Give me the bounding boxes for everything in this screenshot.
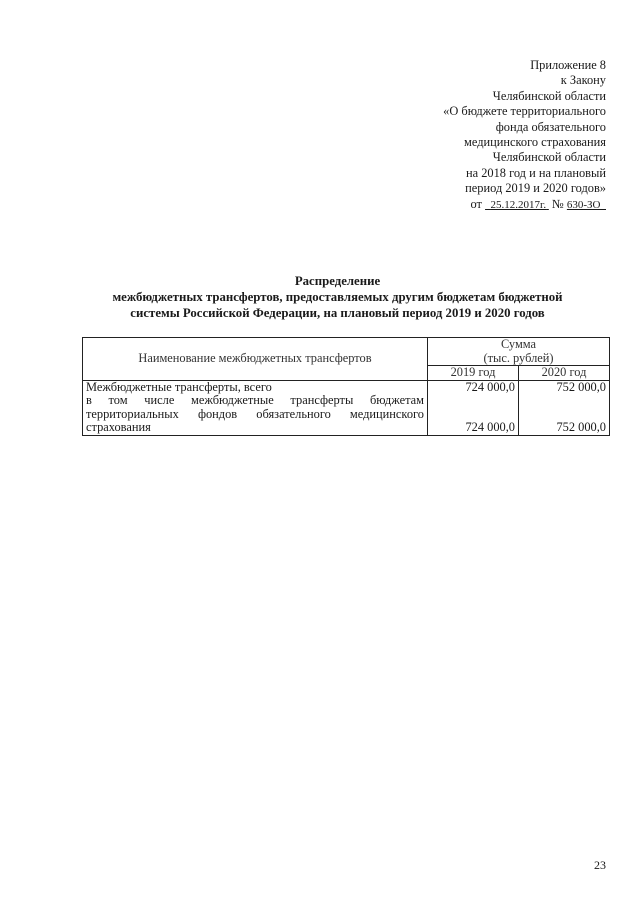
law-date-line — [443, 197, 606, 213]
cell-2019 — [428, 380, 519, 435]
appendix-line: период 2019 и 2020 годов» — [465, 181, 606, 196]
header-name: Наименование межбюджетных трансфертов — [83, 338, 428, 381]
total-2020: 752 000,0 — [556, 379, 606, 394]
header-year-2020: 2020 год — [519, 366, 610, 381]
appendix-line: медицинского страхования — [464, 135, 606, 150]
title-line: системы Российской Федерации, на плановый период 2019 и 2020 годов — [130, 306, 545, 320]
appendix-line: Приложение 8 — [530, 58, 606, 72]
law-date: 25.12.2017г. — [490, 198, 547, 211]
cell-2020 — [519, 380, 610, 435]
appendix-line: к Закону — [560, 73, 606, 88]
title-line: Распределение — [294, 274, 381, 288]
detail-2020: 752 000,0 — [556, 420, 606, 434]
table-header-row — [83, 338, 610, 366]
appendix-line: на 2018 год и на плановый — [465, 165, 606, 180]
detail-2019: 724 000,0 — [465, 420, 515, 434]
header-sum-unit: (тыс. рублей) — [483, 350, 554, 365]
header-sum — [428, 338, 610, 366]
page-number: 23 — [594, 858, 606, 872]
document-title — [60, 273, 615, 321]
transfers-table — [82, 337, 610, 436]
table-row — [83, 380, 610, 435]
row-detail-name: в том числе межбюджетные трансферты бюджетам территориальных фондов обязательного медицинского страхования — [86, 393, 424, 434]
law-number: 630-ЗО — [566, 198, 601, 211]
appendix-line: фонда обязательного — [495, 119, 606, 134]
appendix-block — [443, 58, 606, 213]
row-total-name: Межбюджетные трансферты, всего — [86, 379, 272, 394]
title-line: межбюджетных трансфертов, предоставляемых другим бюджетам бюджетной — [112, 290, 563, 304]
header-sum-title: Сумма — [500, 337, 537, 351]
appendix-line: «О бюджете территориального — [443, 104, 606, 119]
row-name — [83, 380, 428, 435]
header-year-2019: 2019 год — [428, 366, 519, 381]
total-2019: 724 000,0 — [465, 379, 515, 394]
appendix-line: Челябинской области — [492, 150, 606, 165]
number-sign: № — [551, 196, 564, 211]
appendix-line: Челябинской области — [492, 88, 606, 103]
date-prefix: от — [470, 196, 482, 211]
